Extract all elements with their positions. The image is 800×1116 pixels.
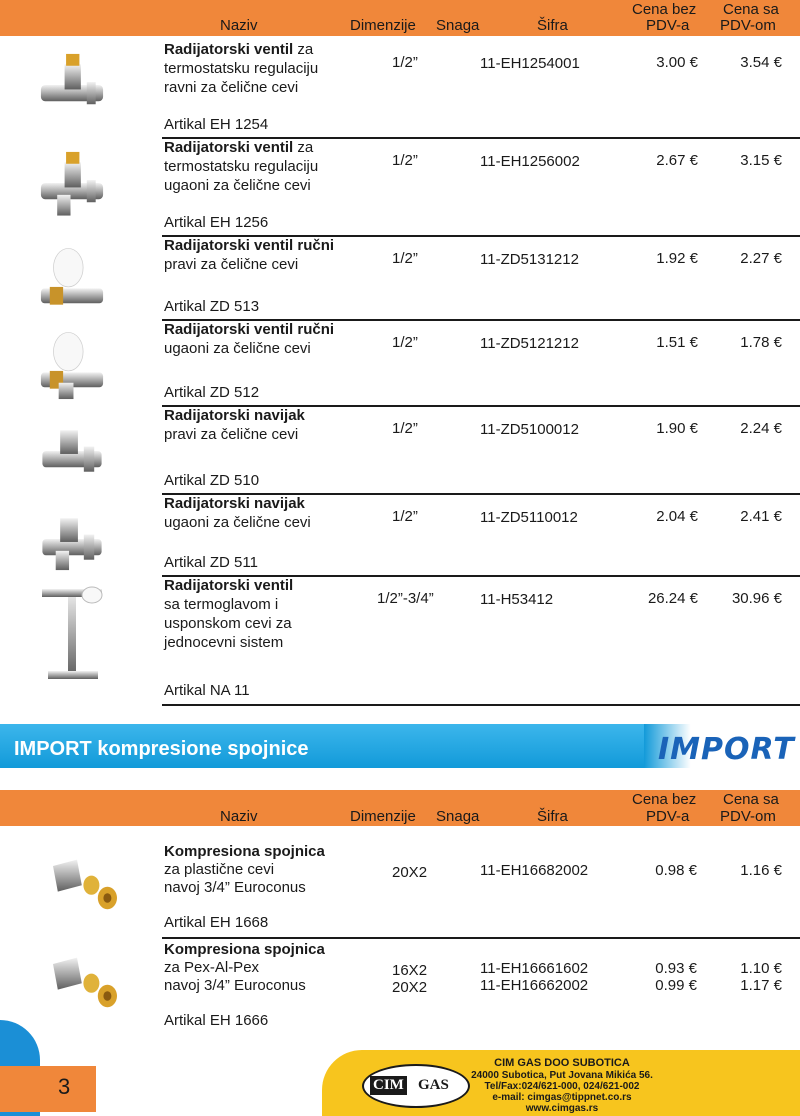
product-description-line: navoj 3/4” Euroconus [164, 977, 306, 994]
price-with-vat: 1.78 € [740, 334, 782, 351]
product-description-line: navoj 3/4” Euroconus [164, 879, 306, 896]
price-with-vat: 1.16 € [740, 862, 782, 879]
product-article: Artikal ZD 510 [164, 472, 260, 489]
thermostatic-valve-angle-icon [22, 146, 122, 225]
price-without-vat: 3.00 € [656, 54, 698, 71]
price-with-vat: 30.96 € [731, 590, 782, 607]
product-title-bold: Radijatorski ventil [164, 139, 294, 156]
product-description-line: pravi za čelične cevi [164, 256, 299, 273]
product-dimension: 1/2” [392, 420, 418, 437]
product-article: Artikal EH 1254 [164, 116, 269, 133]
col-cena-bez-1: Cena bez [632, 1, 697, 18]
product-code: 11-EH1254001 [480, 55, 580, 72]
product-code: 11-EH16662002 [480, 977, 589, 994]
price-with-vat: 3.15 € [740, 152, 782, 169]
company-phone: Tel/Fax:024/621-000, 024/621-002 [484, 1081, 640, 1092]
product-title-rest: za [293, 139, 314, 156]
table-header-1 [0, 0, 800, 36]
page-number: 3 [58, 1074, 71, 1099]
product-description-line: za plastične cevi [164, 861, 275, 878]
price-with-vat: 2.27 € [740, 250, 782, 267]
product-description-line: termostatsku regulaciju [164, 60, 319, 77]
product-article: Artikal ZD 511 [164, 554, 258, 571]
product-code: 11-EH16682002 [480, 862, 589, 879]
product-code: 11-ZD5121212 [480, 335, 579, 352]
product-title [164, 576, 293, 595]
col-cena-bez-1: Cena bez [632, 791, 697, 808]
product-title: Kompresiona spojnica [164, 941, 325, 958]
product-title [164, 40, 313, 59]
product-description-line: ravni za čelične cevi [164, 79, 299, 96]
lockshield-straight-icon [22, 414, 122, 493]
cim-gas-logo [362, 1064, 470, 1108]
page-number-box [0, 1066, 96, 1112]
product-code: 11-ZD5110012 [480, 509, 578, 526]
manual-valve-angle-icon [22, 328, 122, 407]
col-sifra: Šifra [537, 808, 568, 825]
compression-fitting-pex-icon [30, 948, 140, 1033]
product-description-line: ugaoni za čelične cevi [164, 340, 311, 357]
product-article: Artikal EH 1668 [164, 914, 269, 931]
product-title [164, 494, 305, 513]
product-dimension: 1/2” [392, 334, 418, 351]
product-dimension: 1/2” [392, 54, 418, 71]
col-naziv: Naziv [220, 17, 258, 34]
col-snaga: Snaga [436, 808, 480, 825]
logo-gas: GAS [418, 1077, 449, 1093]
product-description-line: usponskom cevi za [164, 615, 292, 632]
product-title-bold: Radijatorski ventil [164, 41, 294, 58]
company-address: 24000 Subotica, Put Jovana Mikića 56. [471, 1070, 653, 1081]
col-sifra: Šifra [537, 17, 568, 34]
product-article: Artikal NA 11 [164, 682, 250, 699]
product-title-rest: za [293, 41, 314, 58]
price-without-vat: 0.99 € [655, 977, 697, 994]
product-dimension: 16X2 [392, 962, 428, 979]
product-title [164, 406, 305, 425]
col-cena-bez-2: PDV-a [646, 17, 690, 34]
col-cena-sa-1: Cena sa [723, 1, 779, 18]
col-dimenzije: Dimenzije [350, 17, 416, 34]
product-dimension: 20X2 [392, 864, 428, 881]
price-without-vat: 2.04 € [656, 508, 698, 525]
price-without-vat: 26.24 € [647, 590, 698, 607]
product-title: Kompresiona spojnica [164, 843, 325, 860]
col-cena-bez-2: PDV-a [646, 808, 690, 825]
product-code: 11-ZD5100012 [480, 421, 579, 438]
product-article: Artikal EH 1666 [164, 1012, 269, 1029]
col-dimenzije: Dimenzije [350, 808, 416, 825]
product-dimension: 20X2 [392, 979, 428, 996]
product-title-bold: Radijatorski ventil ručni [164, 321, 335, 338]
banner-title: IMPORT kompresione spojnice [14, 738, 309, 760]
price-without-vat: 1.92 € [656, 250, 698, 267]
col-cena-sa-1: Cena sa [723, 791, 779, 808]
price-without-vat: 1.90 € [656, 420, 698, 437]
price-without-vat: 2.67 € [656, 152, 698, 169]
product-title-bold: Radijatorski navijak [164, 495, 305, 512]
col-cena-sa-2: PDV-om [720, 808, 776, 825]
product-title [164, 236, 334, 255]
price-with-vat: 1.10 € [740, 960, 782, 977]
product-title [164, 320, 334, 339]
company-email: e-mail: cimgas@tippnet.co.rs [492, 1092, 632, 1103]
price-with-vat: 2.24 € [740, 420, 782, 437]
product-dimension: 1/2” [392, 508, 418, 525]
product-description-line: jednocevni sistem [164, 634, 284, 651]
product-description-line: ugaoni za čelične cevi [164, 514, 311, 531]
product-description-line: sa termoglavom i [164, 596, 279, 613]
product-title-bold: Radijatorski ventil [164, 577, 294, 594]
row-divider [162, 704, 800, 706]
product-article: Artikal ZD 512 [164, 384, 260, 401]
import-logo: IMPORT [658, 732, 795, 767]
product-code: 11-EH16661602 [480, 960, 589, 977]
logo-cim: CIM [370, 1076, 407, 1095]
row-divider [162, 937, 800, 939]
product-code: 11-ZD5131212 [480, 251, 579, 268]
valve-riser-pipe-icon [22, 570, 122, 705]
price-without-vat: 0.93 € [655, 960, 697, 977]
product-article: Artikal EH 1256 [164, 214, 269, 231]
thermostatic-valve-straight-icon [22, 48, 122, 127]
price-with-vat: 3.54 € [740, 54, 782, 71]
price-without-vat: 1.51 € [656, 334, 698, 351]
product-code: 11-H53412 [480, 591, 554, 608]
product-dimension: 1/2” [392, 250, 418, 267]
product-description-line: termostatsku regulaciju [164, 158, 319, 175]
product-dimension: 1/2”-3/4” [377, 590, 434, 607]
company-name: CIM GAS DOO SUBOTICA [494, 1057, 630, 1069]
table-header-2 [0, 790, 800, 826]
product-title [164, 138, 313, 157]
footer [322, 1050, 800, 1116]
compression-fitting-icon [30, 850, 140, 935]
col-cena-sa-2: PDV-om [720, 17, 776, 34]
price-without-vat: 0.98 € [655, 862, 697, 879]
product-description-line: ugaoni za čelične cevi [164, 177, 311, 194]
price-with-vat: 2.41 € [740, 508, 782, 525]
product-article: Artikal ZD 513 [164, 298, 260, 315]
section-banner [0, 716, 800, 768]
product-title-bold: Radijatorski navijak [164, 407, 305, 424]
product-description-line: za Pex-Al-Pex [164, 959, 260, 976]
col-naziv: Naziv [220, 808, 258, 825]
manual-valve-straight-icon [22, 244, 122, 323]
price-with-vat: 1.17 € [740, 977, 782, 994]
product-code: 11-EH1256002 [480, 153, 580, 170]
col-snaga: Snaga [436, 17, 480, 34]
product-description-line: pravi za čelične cevi [164, 426, 299, 443]
company-web: www.cimgas.rs [525, 1103, 599, 1114]
product-dimension: 1/2” [392, 152, 418, 169]
product-title-bold: Radijatorski ventil ručni [164, 237, 335, 254]
